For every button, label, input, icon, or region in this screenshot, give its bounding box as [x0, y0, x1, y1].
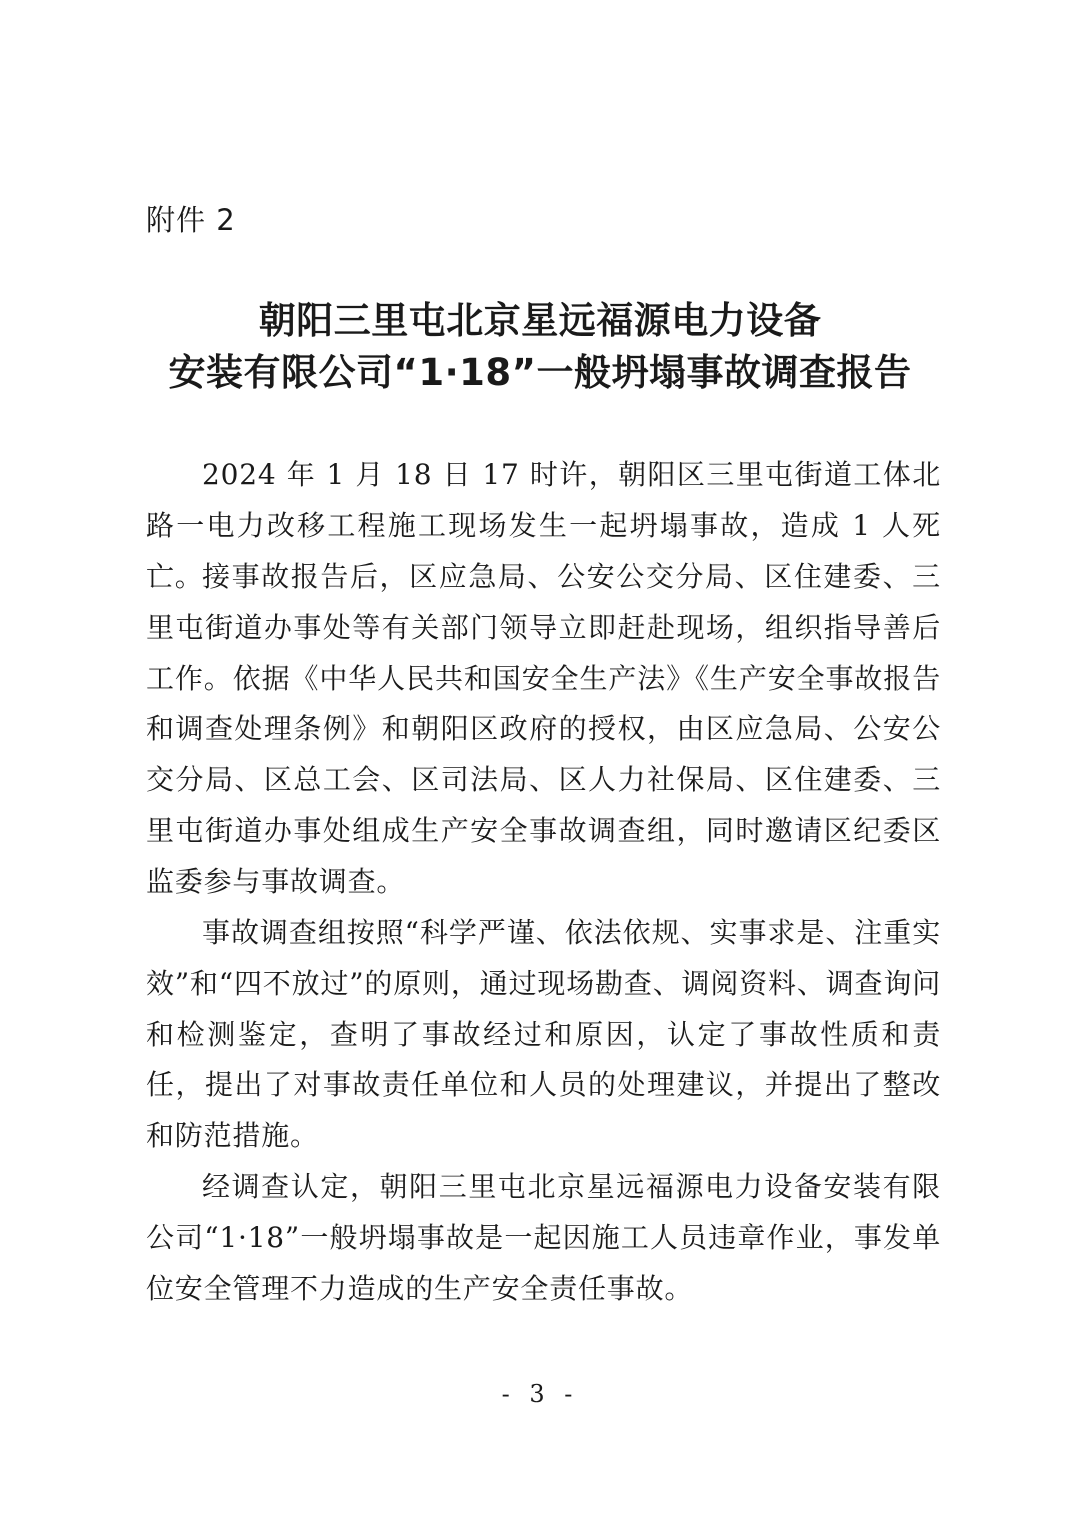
body-paragraph-4: 经调查认定，朝阳三里屯北京星远福源电力设备安装有限公司“1·18”一般坍塌事故是一起因施工人员违章作业，事发单位安全管理不力造成的生产安全责任事故。: [146, 1170, 941, 1305]
page-number: - 3 -: [501, 1380, 579, 1408]
attachment-label: 附件 2: [146, 203, 236, 237]
body-paragraph-2: 接事故报告后，区应急局、公安公交分局、区住建委、三里屯街道办事处等有关部门领导立即赶赴现场，组织指导善后工作。依据《中华人民共和国安全生产法》《生产安全事故报告和调查处理条例》和朝阳区政府的授权，由区应急局、公安公交分局、区总工会、区司法局、区人力社保局、区住建委、三里屯街道办事处组成生产安全事故调查组，同时邀请区纪委区监委参与事故调查。: [146, 560, 941, 898]
body-paragraph-1: 2024 年 1 月 18 日 17 时许，朝阳区三里屯街道工体北路一电力改移工程施工现场发生一起坍塌事故，造成 1 人死亡。: [146, 458, 941, 593]
document-title-line-2: 安装有限公司“1·18”一般坍塌事故调查报告: [168, 351, 912, 394]
body-paragraph-3: 事故调查组按照“科学严谨、依法依规、实事求是、注重实效”和“四不放过”的原则，通过现场勘查、调阅资料、调查询问和检测鉴定，查明了事故经过和原因，认定了事故性质和责任，提出了对事故责任单位和人员的处理建议，并提出了整改和防范措施。: [146, 916, 941, 1153]
document-title-line-1: 朝阳三里屯北京星远福源电力设备: [258, 299, 822, 342]
